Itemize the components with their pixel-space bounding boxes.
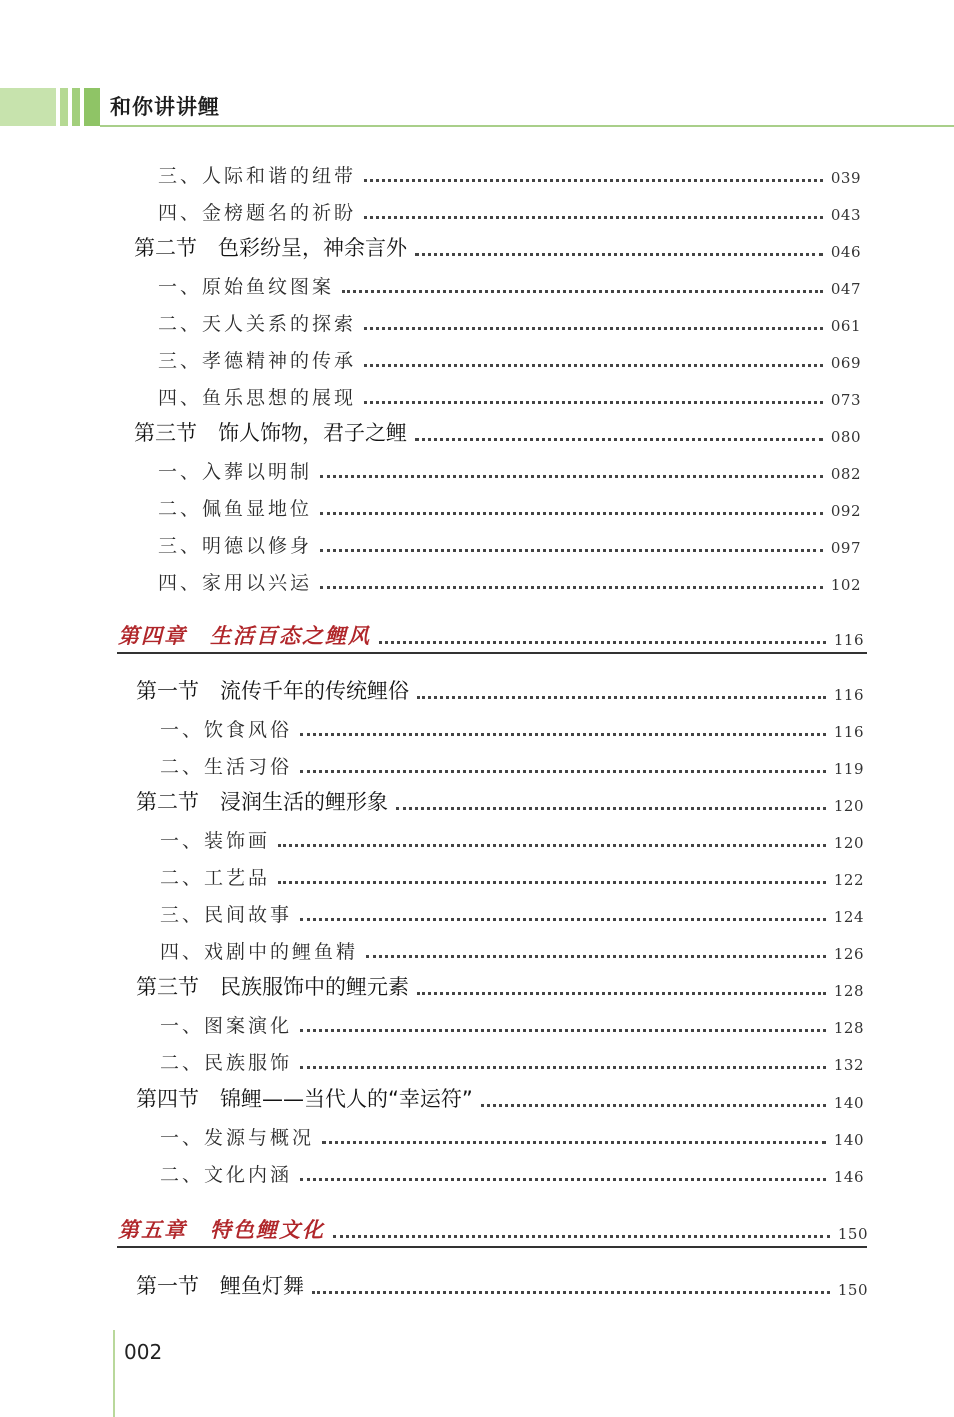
leader-dots	[312, 1291, 830, 1294]
leader-dots	[481, 1104, 826, 1107]
toc-section-label: 第二节 浸润生活的鲤形象	[136, 790, 388, 814]
toc-entry-label: 三、孝德精神的传承	[158, 350, 357, 372]
toc-entry[interactable]	[160, 1157, 864, 1187]
toc-entry-label: 二、民族服饰	[160, 1052, 293, 1074]
toc-entry-label: 四、金榜题名的祈盼	[158, 202, 357, 224]
toc-entry-label: 四、家用以兴运	[158, 572, 313, 594]
toc-entry-label: 一、入葬以明制	[158, 461, 313, 483]
toc-entry[interactable]	[158, 343, 861, 373]
header-rule	[100, 125, 954, 127]
toc-entry-label: 四、戏剧中的鲤鱼精	[160, 941, 359, 963]
leader-dots	[320, 586, 823, 589]
toc-entry[interactable]	[158, 454, 861, 484]
toc-section-label: 第四节 锦鲤——当代人的“幸运符”	[136, 1087, 473, 1111]
toc-page-number: 124	[833, 908, 864, 926]
leader-dots	[342, 290, 823, 293]
toc-entry-label: 一、发源与概况	[160, 1127, 315, 1149]
toc-entry-label: 三、人际和谐的纽带	[158, 165, 357, 187]
toc-page-number: 061	[830, 317, 861, 335]
toc-chapter-label: 第四章 生活百态之鲤风	[118, 623, 371, 648]
leader-dots	[364, 179, 823, 182]
toc-entry[interactable]	[158, 269, 861, 299]
toc-section[interactable]	[134, 232, 861, 262]
leader-dots	[278, 844, 826, 847]
leader-dots	[300, 1178, 826, 1181]
toc-page-number: 150	[837, 1225, 868, 1243]
toc-section[interactable]	[136, 1270, 868, 1300]
toc-page-number: 082	[830, 465, 861, 483]
toc-chapter[interactable]	[118, 1214, 868, 1244]
toc-section[interactable]	[134, 417, 861, 447]
toc-page-number: 116	[833, 723, 864, 741]
toc-page-number: 119	[833, 760, 864, 778]
toc-entry-label: 二、生活习俗	[160, 756, 293, 778]
toc-entry-label: 一、图案演化	[160, 1015, 293, 1037]
leader-dots	[364, 364, 823, 367]
toc-page-number: 097	[830, 539, 861, 557]
leader-dots	[364, 216, 823, 219]
toc-entry[interactable]	[158, 195, 861, 225]
toc-entry[interactable]	[160, 823, 864, 853]
toc-entry[interactable]	[160, 1045, 864, 1075]
toc-page-number: 122	[833, 871, 864, 889]
toc-section[interactable]	[136, 786, 864, 816]
toc-entry[interactable]	[160, 1120, 864, 1150]
toc-entry-label: 三、明德以修身	[158, 535, 313, 557]
toc-entry-label: 二、工艺品	[160, 867, 271, 889]
leader-dots	[379, 641, 826, 644]
leader-dots	[415, 253, 823, 256]
toc-chapter[interactable]	[118, 620, 864, 650]
toc-entry[interactable]	[160, 934, 864, 964]
toc-section-label: 第三节 民族服饰中的鲤元素	[136, 975, 409, 999]
toc-entry[interactable]	[158, 306, 861, 336]
toc-page-number: 043	[830, 206, 861, 224]
toc-entry-label: 二、佩鱼显地位	[158, 498, 313, 520]
toc-page-number: 069	[830, 354, 861, 372]
toc-page-number: 039	[830, 169, 861, 187]
toc-entry[interactable]	[160, 712, 864, 742]
toc-entry[interactable]	[160, 749, 864, 779]
toc-entry-label: 二、文化内涵	[160, 1164, 293, 1186]
toc-entry[interactable]	[160, 897, 864, 927]
toc-page-number: 047	[830, 280, 861, 298]
leader-dots	[278, 881, 826, 884]
toc-section-label: 第三节 饰人饰物，君子之鲤	[134, 421, 407, 445]
toc-page-number: 046	[830, 243, 861, 261]
leader-dots	[300, 770, 826, 773]
leader-dots	[417, 696, 826, 699]
toc-section[interactable]	[136, 971, 864, 1001]
leader-dots	[320, 512, 823, 515]
page-number: 002	[124, 1340, 163, 1364]
toc-page-number: 140	[833, 1131, 864, 1149]
toc-page-number: 092	[830, 502, 861, 520]
toc-page-number: 146	[833, 1168, 864, 1186]
toc-section[interactable]	[136, 1083, 864, 1113]
toc-entry[interactable]	[158, 565, 861, 595]
leader-dots	[366, 955, 826, 958]
leader-dots	[364, 401, 823, 404]
running-header-title: 和你讲讲鲤	[110, 95, 220, 119]
toc-page-number: 132	[833, 1056, 864, 1074]
leader-dots	[300, 733, 826, 736]
toc-entry-label: 三、民间故事	[160, 904, 293, 926]
toc-page-number: 116	[833, 686, 864, 704]
toc-entry-label: 一、饮食风俗	[160, 719, 293, 741]
leader-dots	[364, 327, 823, 330]
toc-entry[interactable]	[160, 1008, 864, 1038]
chapter-rule	[117, 652, 867, 654]
leader-dots	[333, 1235, 830, 1238]
leader-dots	[417, 992, 826, 995]
toc-entry[interactable]	[160, 860, 864, 890]
toc-entry-label: 一、原始鱼纹图案	[158, 276, 335, 298]
toc-page-number: 140	[833, 1094, 864, 1112]
toc-chapter-label: 第五章 特色鲤文化	[118, 1217, 325, 1242]
toc-page-number: 080	[830, 428, 861, 446]
toc-page-number: 102	[830, 576, 861, 594]
toc-entry-label: 二、天人关系的探索	[158, 313, 357, 335]
leader-dots	[320, 549, 823, 552]
toc-page-number: 128	[833, 1019, 864, 1037]
toc-section-label: 第一节 流传千年的传统鲤俗	[136, 679, 409, 703]
leader-dots	[300, 918, 826, 921]
leader-dots	[415, 438, 823, 441]
leader-dots	[300, 1066, 826, 1069]
leader-dots	[396, 807, 826, 810]
toc-section-label: 第二节 色彩纷呈，神余言外	[134, 236, 407, 260]
toc-entry[interactable]	[158, 528, 861, 558]
footer-rule	[113, 1330, 115, 1417]
toc-page-number: 150	[837, 1281, 868, 1299]
toc-page-number: 120	[833, 797, 864, 815]
toc-section[interactable]	[136, 675, 864, 705]
toc-page-number: 120	[833, 834, 864, 852]
toc-entry[interactable]	[158, 491, 861, 521]
leader-dots	[320, 475, 823, 478]
toc-entry-label: 四、鱼乐思想的展现	[158, 387, 357, 409]
chapter-rule	[117, 1246, 867, 1248]
toc-page-number: 126	[833, 945, 864, 963]
leader-dots	[322, 1141, 826, 1144]
toc-entry-label: 一、装饰画	[160, 830, 271, 852]
toc-entry[interactable]	[158, 158, 861, 188]
toc-entry[interactable]	[158, 380, 861, 410]
toc-section-label: 第一节 鲤鱼灯舞	[136, 1274, 304, 1298]
leader-dots	[300, 1029, 826, 1032]
toc-page-number: 128	[833, 982, 864, 1000]
toc-page-number: 116	[833, 631, 864, 649]
header-stripes	[0, 88, 100, 126]
toc-page-number: 073	[830, 391, 861, 409]
